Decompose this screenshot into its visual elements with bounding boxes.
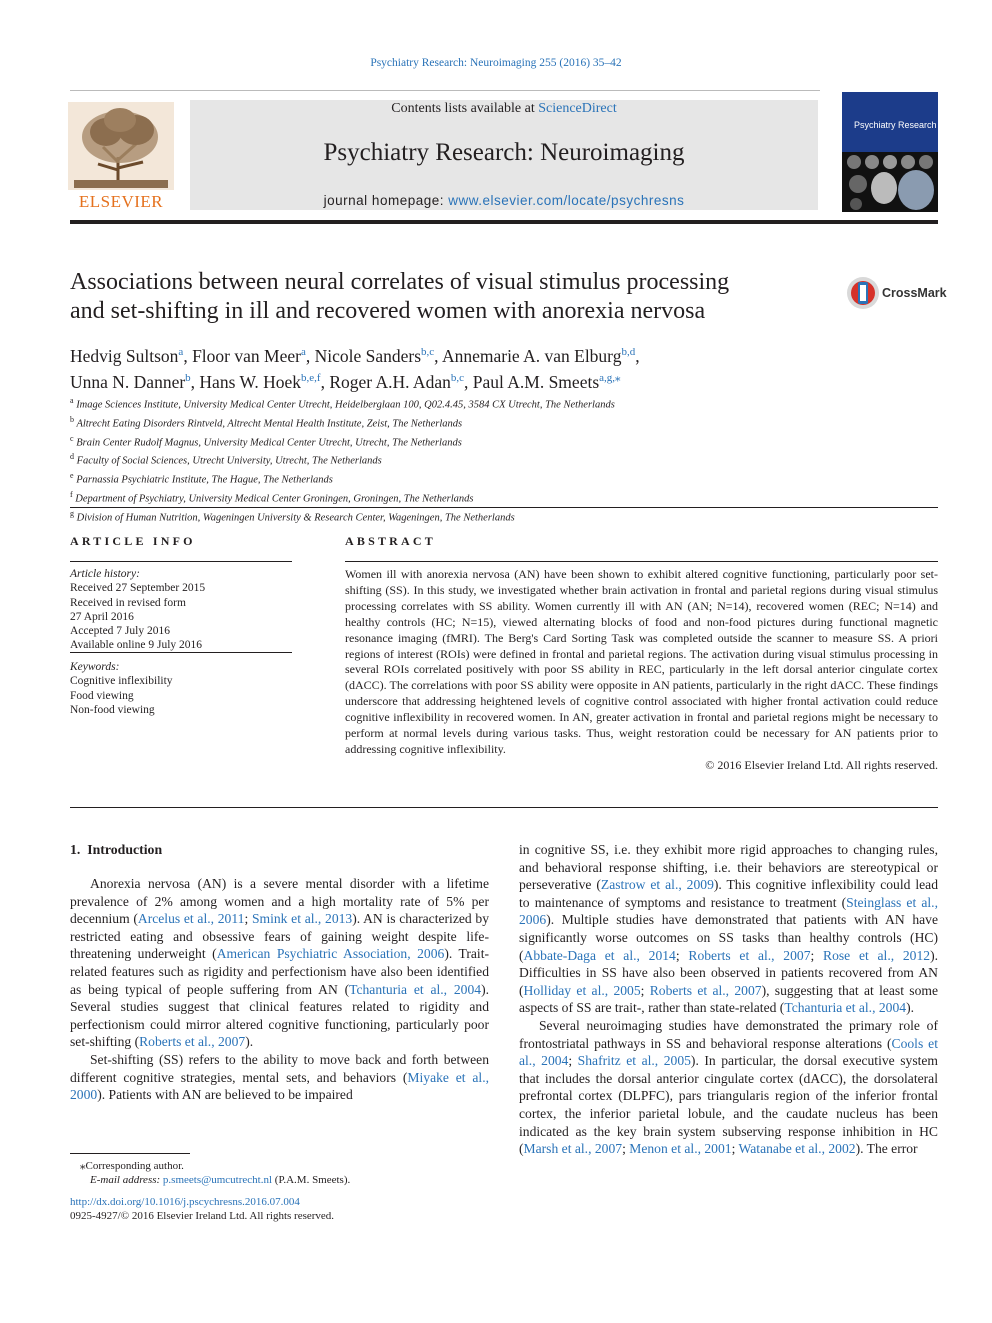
- body-right-column: [519, 841, 938, 1158]
- body-rule: [70, 807, 938, 808]
- citation-link[interactable]: Holliday et al., 2005: [523, 982, 641, 998]
- journal-cover[interactable]: [842, 92, 938, 212]
- citation-link[interactable]: Rose et al., 2012: [823, 947, 931, 963]
- author[interactable]: Hans W. Hoek$^{b,e,f}$: [199, 371, 321, 392]
- body-paragraph: [70, 1051, 489, 1104]
- header-top-rule: [70, 90, 820, 91]
- footnote: [70, 1159, 489, 1223]
- section-heading-introduction: 1. Introduction: [70, 842, 163, 857]
- text-run: ). Trait-related features such as rigidity and perfectionism have also been identified as being typical of people suffering from AN (: [70, 946, 490, 997]
- cover-images: [842, 152, 938, 212]
- text-run: ). In particular, the dorsal executive system that includes the dorsal anterior cingulate cortex (dACC), the dorsolateral prefrontal cortex (DLPFC), pars triangularis region of the inferior frontal cortex, the inferior parietal lobule, and the caudate nucleus has been indicated as the key brain system subserving response inhibition in HC (: [519, 1053, 938, 1157]
- email-suffix: (P.A.M. Smeets).: [272, 1174, 351, 1187]
- cover-band: [842, 92, 938, 152]
- author[interactable]: Nicole Sanders$^{b,c}$: [314, 345, 435, 366]
- abstract-rule: [345, 561, 938, 562]
- keyword: Food viewing: [70, 689, 134, 702]
- author[interactable]: Floor van Meer$^a$: [192, 345, 306, 366]
- journal-citation[interactable]: Psychiatry Research: Neuroimaging 255 (2016) 35–42: [370, 57, 622, 69]
- history-item: Accepted 7 July 2016: [70, 625, 170, 638]
- text-run: ). AN is characterized by restricted eating and obsessive fears of gaining weight despite life-threatening underweight (: [70, 911, 489, 962]
- citation-link[interactable]: Cools et al., 2004: [519, 1035, 938, 1069]
- text-run: ;: [675, 947, 689, 963]
- history-label: Article history:: [70, 568, 140, 580]
- corresponding-author: ⁎Corresponding author.: [80, 1160, 184, 1172]
- author[interactable]: Paul A.M. Smeets$^{a,g,⁎}$: [472, 371, 621, 392]
- email-label: E-mail address:: [90, 1174, 163, 1187]
- author[interactable]: Annemarie A. van Elburg$^{b,d}$: [441, 345, 636, 366]
- keyword: Non-food viewing: [70, 703, 155, 716]
- text-run: Anorexia nervosa (AN) is a severe mental disorder with a lifetime prevalence of 2% among women and a high mortality rate of 5% per decennium (: [70, 876, 489, 927]
- citation-link[interactable]: Shafritz et al., 2005: [577, 1053, 691, 1069]
- doi-link[interactable]: http://dx.doi.org/10.1016/j.pscychresns.2016.07.004: [70, 1195, 300, 1208]
- text-run: ;: [810, 947, 824, 963]
- text-run: ). Patients with AN are believed to be impaired: [97, 1087, 353, 1103]
- citation-link[interactable]: Steinglass et al., 2006: [519, 894, 938, 928]
- journal-title: Psychiatry Research: Neuroimaging: [323, 139, 685, 166]
- text-run: ), suggesting that at least some aspects of SS are trait-, rather than state-related (: [519, 982, 938, 1016]
- text-run: ). Difficulties in SS have also been observed in patients recovered from AN (: [519, 947, 938, 998]
- citation-link[interactable]: Roberts et al., 2007: [649, 982, 762, 998]
- abstract-copyright: © 2016 Elsevier Ireland Ltd. All rights reserved.: [705, 757, 938, 772]
- text-run: ;: [640, 982, 650, 998]
- text-run: Set-shifting (SS) refers to the ability to move back and forth between different cognitive strategies, mental sets, and behaviors (: [70, 1051, 489, 1085]
- affiliation-item: $^d$ Faculty of Social Sciences, Utrecht University, Utrecht, The Netherlands: [70, 452, 382, 467]
- issn-line: 0925-4927/© 2016 Elsevier Ireland Ltd. All rights reserved.: [70, 1209, 335, 1222]
- citation-link[interactable]: Roberts et al., 2007: [688, 947, 811, 963]
- journal-homepage: [190, 193, 818, 208]
- contents-available: [190, 101, 818, 117]
- history-item: 27 April 2016: [70, 610, 134, 623]
- footnote-rule: [70, 1153, 190, 1154]
- article-title: [70, 268, 830, 326]
- affiliations: [70, 394, 850, 526]
- text-run: ;: [568, 1053, 578, 1069]
- text-run: Several neuroimaging studies have demonstrated the primary role of frontostriatal pathways in SS and behavioral response alterations (: [519, 1017, 938, 1051]
- article-history: [70, 567, 292, 653]
- text-run: ;: [622, 1141, 630, 1157]
- affiliation-item: $^f$ Department of Psychiatry, University Medical Center Groningen, Groningen, The Netherlands: [70, 489, 474, 505]
- body-left-column: [70, 875, 489, 1104]
- elsevier-logo[interactable]: [68, 102, 174, 212]
- history-rule: [70, 652, 292, 653]
- text-run: ). The error: [855, 1141, 918, 1157]
- author-list: [70, 341, 850, 393]
- author[interactable]: Unna N. Danner$^b$: [70, 371, 191, 392]
- email-link[interactable]: p.smeets@umcutrecht.nl: [162, 1174, 273, 1187]
- author[interactable]: Roger A.H. Adan$^{b,c}$: [329, 371, 464, 392]
- citation-link[interactable]: Tchanturia et al., 2004: [784, 1000, 907, 1016]
- citation-link[interactable]: Miyake et al., 2000: [70, 1069, 489, 1103]
- text-run: in cognitive SS, i.e. they exhibit more rigid approaches to changing rules, and behavioral response shifting, i.e. their behaviors are stereotypical or perseverative (: [519, 842, 938, 893]
- citation-link[interactable]: Abbate-Daga et al., 2014: [523, 947, 676, 963]
- title-line-1: Associations between neural correlates of visual stimulus processing: [70, 269, 730, 295]
- text-run: ). Multiple studies have demonstrated that patients with AN have significantly worse outcomes on SS tasks than healthy controls (HC) (: [519, 912, 938, 963]
- brain-scan-icon: [842, 152, 938, 212]
- abstract-heading: ABSTRACT: [345, 534, 436, 548]
- text-run: ). This cognitive inflexibility could lead to maintenance of symptoms and resistance to treatment (: [519, 877, 938, 910]
- authors-line-2: Unna N. Danner$^b$, Hans W. Hoek$^{b,e,f}$, Roger A.H. Adan$^{b,c}$, Paul A.M. Smeets$^{a,g,⁎}$: [70, 371, 621, 392]
- text-run: ;: [731, 1141, 739, 1157]
- author[interactable]: Hedvig Sultson$^a$: [70, 345, 184, 366]
- crossmark-icon: [846, 276, 880, 310]
- homepage-label: journal homepage:: [323, 193, 449, 208]
- crossmark-badge[interactable]: [846, 276, 947, 310]
- history-item: Received in revised form: [70, 596, 186, 609]
- body-paragraph: [519, 841, 938, 1017]
- body-paragraph: [70, 875, 489, 1051]
- citation-link[interactable]: Watanabe et al., 2002: [738, 1141, 856, 1157]
- article-info-rule: [70, 561, 292, 562]
- abstract-text: Women ill with anorexia nervosa (AN) have been shown to exhibit altered cognitive functioning, particularly poor set-shifting (SS). In this study, we investigated whether brain activation in frontal and parietal regions during visual stimulus processing correlates with SS ability. Women currently ill with AN (AN; N=14), recovered women (REC; N=14) and healthy controls (HC; N=15), viewed alternating blocks of food and non-food pictures during functional magnetic resonance imaging (fMRI). The Berg's Card Sorting Task was completed outside the scanner to measure SS. A priori regions of interest (ROIs) were defined in frontal and parietal regions. The activation during visual stimulus processing in several ROIs correlated positively with poor SS ability in REC, particularly in the left dorsal anterior cingulate cortex (dACC). The correlations with poor SS ability were opposite in AN patients, particularly in the right dACC. These findings underscore that addressing heightened levels of cognitive control associated with higher frontal activation could reduce cognitive inflexibility in recovered women. In AN, greater activation in frontal and parietal regions might be necessary to perform at normal levels during various tasks. Thus, weight restoration could be necessary for AN patients prior to addressing cognitive inflexibility.: [345, 567, 938, 756]
- affiliations-rule: [70, 507, 938, 508]
- text-run: ;: [244, 911, 252, 927]
- crossmark-label: CrossMark: [882, 286, 947, 300]
- text-run: ).: [245, 1034, 254, 1050]
- citation-link[interactable]: Arcelus et al., 2011: [137, 911, 245, 927]
- citation-link[interactable]: Zastrow et al., 2009: [600, 877, 714, 893]
- email-line: [70, 1173, 489, 1187]
- citation-link[interactable]: Marsh et al., 2007: [523, 1141, 623, 1157]
- citation-link[interactable]: American Psychiatric Association, 2006: [216, 946, 445, 962]
- citation-link[interactable]: Smink et al., 2013: [251, 911, 353, 927]
- contents-prefix: Contents lists available at: [391, 101, 539, 116]
- affiliation-item: $^a$ Image Sciences Institute, University Medical Center Utrecht, Heidelberglaan 100, Q02.4.45, 3584 CX Utrecht, The Netherlands: [70, 396, 615, 411]
- affiliation-item: $^g$ Division of Human Nutrition, Wageningen University & Research Center, Wageningen, The Netherlands: [70, 508, 515, 524]
- affiliation-item: $^e$ Parnassia Psychiatric Institute, The Hague, The Netherlands: [70, 471, 333, 486]
- history-item: Available online 9 July 2016: [70, 639, 203, 652]
- text-run: ).: [906, 1000, 915, 1016]
- body-paragraph: [519, 1017, 938, 1158]
- keywords: [70, 660, 292, 717]
- title-line-2: and set-shifting in ill and recovered women with anorexia nervosa: [70, 298, 706, 324]
- text-run: ). Several studies suggest that clinical features related to rigidity and perfectionism could mirror altered cognitive functioning, particularly poor set-shifting (: [70, 981, 489, 1050]
- authors-line-1: Hedvig Sultson$^a$, Floor van Meer$^a$, Nicole Sanders$^{b,c}$, Annemarie A. van Elburg$^{b,d}$,: [70, 345, 640, 366]
- citation-link[interactable]: Tchanturia et al., 2004: [349, 981, 482, 997]
- keywords-label: Keywords:: [70, 661, 120, 673]
- sciencedirect-link[interactable]: ScienceDirect: [538, 101, 617, 116]
- cover-title: Psychiatry Research: [854, 120, 937, 130]
- affiliation-item: $^b$ Altrecht Eating Disorders Rintveld, Altrecht Mental Health Institute, Zeist, The Netherlands: [70, 414, 463, 430]
- citation-link[interactable]: Roberts et al., 2007: [139, 1034, 246, 1050]
- keyword: Cognitive inflexibility: [70, 675, 173, 688]
- article-info-heading: ARTICLE INFO: [70, 534, 196, 548]
- affiliation-item: $^c$ Brain Center Rudolf Magnus, University Medical Center Utrecht, Utrecht, The Netherlands: [70, 433, 462, 449]
- abstract-body: [345, 567, 938, 774]
- publisher-name: ELSEVIER: [78, 192, 164, 211]
- citation-link[interactable]: Menon et al., 2001: [629, 1141, 732, 1157]
- history-item: Received 27 September 2015: [70, 582, 206, 595]
- header-thick-rule: [70, 220, 938, 224]
- homepage-link[interactable]: www.elsevier.com/locate/psychresns: [448, 193, 685, 208]
